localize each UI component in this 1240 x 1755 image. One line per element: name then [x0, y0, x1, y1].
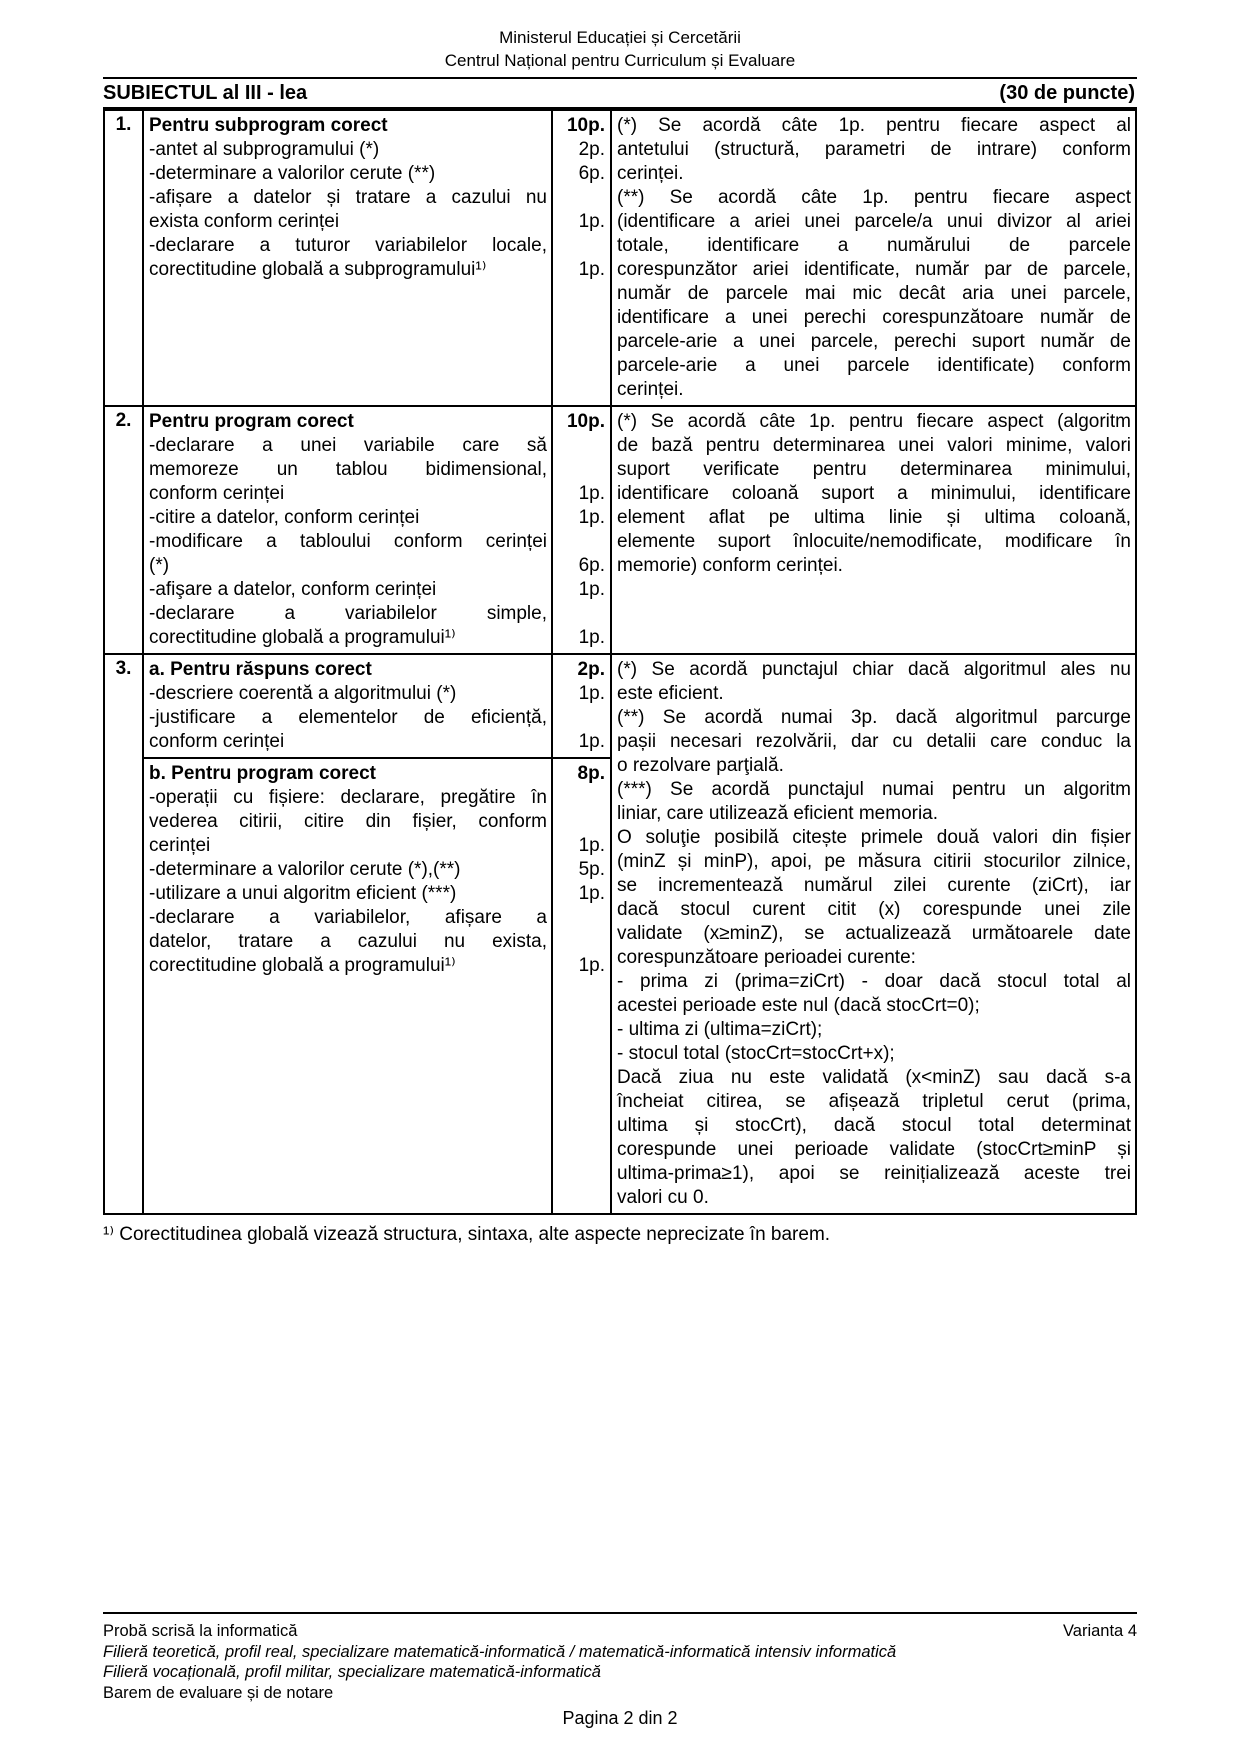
- criteria-line: -justificare a elementelor de eficiență,: [149, 707, 547, 728]
- criteria-line: -descriere coerentă a algoritmului (*): [149, 683, 457, 704]
- points-line: 2p.: [577, 659, 605, 680]
- explanation-cell: [610, 407, 1135, 653]
- sub-rows-column: [142, 655, 610, 1213]
- footer-filiera-teoretica: Filieră teoretică, profil real, specializare matematică-informatică / matematică-informatică intensiv informatică: [103, 1642, 897, 1661]
- explanation-line: identificare coloană suport a minimului, identificare: [617, 483, 1131, 504]
- points-line: 1p.: [578, 211, 605, 232]
- criteria-line: memoreze un tablou bidimensional,: [149, 459, 547, 480]
- points-line: [558, 602, 605, 626]
- page-content: [103, 26, 1137, 1247]
- criteria-line: a. Pentru răspuns corect: [149, 659, 372, 680]
- criteria-line: corectitudine globală a programului¹⁾: [149, 627, 456, 648]
- points-line: 5p.: [578, 859, 605, 880]
- page-footer: [103, 1612, 1137, 1729]
- criteria-line: conform cerinței: [149, 483, 285, 504]
- points-line: [558, 458, 605, 482]
- points-line: [558, 706, 605, 730]
- points-line: 1p.: [578, 955, 605, 976]
- subject-points: (30 de puncte): [999, 82, 1135, 104]
- document-header: [103, 26, 1137, 72]
- table-row-1: [105, 111, 1135, 405]
- points-line: 1p.: [578, 483, 605, 504]
- points-line: 1p.: [578, 579, 605, 600]
- criteria-line: Pentru program corect: [149, 411, 354, 432]
- header-divider: [103, 77, 1137, 79]
- explanation-line: (*) Se acordă punctajul chiar dacă algoritmul ales nu: [617, 659, 1131, 680]
- criteria-line: (*): [149, 555, 170, 576]
- criteria-line: -afişare a datelor, conform cerinței: [149, 579, 437, 600]
- explanation-line: (***) Se acordă punctajul numai pentru un algoritm: [617, 779, 1131, 800]
- explanation-line: ultima și stocCrt), dacă stocul total determinat: [617, 1115, 1131, 1136]
- explanation-line: corespunzătoare perioadei curente:: [617, 947, 916, 968]
- explanation-line: de bază pentru determinarea unei valori minime, valori: [617, 435, 1131, 456]
- explanation-line: o rezolvare parţială.: [617, 755, 784, 776]
- criteria-line: Pentru subprogram corect: [149, 115, 388, 136]
- points-cell: [551, 655, 610, 757]
- points-line: 1p.: [578, 507, 605, 528]
- explanation-line: valori cu 0.: [617, 1187, 709, 1208]
- footnote: ¹⁾ Corectitudinea globală vizează structura, sintaxa, alte aspecte neprecizate în barem.: [103, 1224, 831, 1245]
- row-number: 3.: [115, 658, 132, 679]
- criteria-line: -utilizare a unui algoritm eficient (***): [149, 883, 457, 904]
- explanation-line: se incrementează numărul zilei curente (ziCrt), iar: [617, 875, 1131, 896]
- points-line: [558, 186, 605, 210]
- points-line: 2p.: [578, 139, 605, 160]
- points-cell: [551, 759, 610, 1213]
- page-number: Pagina 2 din 2: [562, 1708, 678, 1728]
- points-line: 1p.: [578, 627, 605, 648]
- footer-divider: [103, 1612, 1137, 1614]
- explanation-line: încheiat citirea, se afișează tripletul cerut (prima,: [617, 1091, 1131, 1112]
- criteria-description-cell: [142, 759, 551, 1213]
- criteria-description-cell: [142, 655, 551, 757]
- explanation-line: corespunde unei perioade validate (stocCrt≥minP și: [617, 1139, 1131, 1160]
- explanation-line: - prima zi (prima=ziCrt) - doar dacă stocul total al: [617, 971, 1131, 992]
- criteria-line: b. Pentru program corect: [149, 763, 376, 784]
- explanation-cell: [610, 655, 1135, 1213]
- rubric-table: [103, 111, 1137, 1215]
- criteria-line: -afișare a datelor și tratare a cazului nu: [149, 187, 547, 208]
- points-cell: [551, 407, 610, 653]
- explanation-line: validate (x≥minZ), se actualizează următoarele date: [617, 923, 1131, 944]
- points-line: [558, 786, 605, 810]
- ministry-name: Ministerul Educației și Cercetării: [499, 28, 741, 47]
- explanation-line: (**) Se acordă câte 1p. pentru fiecare aspect: [617, 187, 1131, 208]
- explanation-line: O soluţie posibilă citește primele două valori din fișier: [617, 827, 1131, 848]
- criteria-line: -declarare a variabilelor, afișare a: [149, 907, 547, 928]
- criteria-line: -antet al subprogramului (*): [149, 139, 380, 160]
- explanation-line: totale, identificare a numărului de parcele: [617, 235, 1131, 256]
- points-line: [558, 810, 605, 834]
- criteria-line: -operații cu fișiere: declarare, pregătire în: [149, 787, 547, 808]
- criteria-line: -declarare a unei variabile care să: [149, 435, 547, 456]
- explanation-line: antetului (structură, parametri de intrare) conform: [617, 139, 1131, 160]
- footer-barem: Barem de evaluare și de notare: [103, 1683, 334, 1702]
- sub-row-b: [142, 757, 610, 1213]
- explanation-line: este eficient.: [617, 683, 724, 704]
- subject-bar: [103, 80, 1137, 111]
- center-name: Centrul Național pentru Curriculum și Evaluare: [444, 51, 796, 70]
- points-line: [558, 930, 605, 954]
- explanation-line: parcele-arie a unei parcele identificate) conform: [617, 355, 1131, 376]
- explanation-line: număr de parcele mai mic decât aria unei parcele,: [617, 283, 1131, 304]
- points-line: 6p.: [578, 555, 605, 576]
- criteria-line: -determinare a valorilor cerute (*),(**): [149, 859, 461, 880]
- explanation-line: liniar, care utilizează eficient memoria.: [617, 803, 939, 824]
- explanation-line: parcele-arie a unei parcele, perechi suport număr de: [617, 331, 1131, 352]
- criteria-line: -citire a datelor, conform cerinței: [149, 507, 420, 528]
- points-line: [558, 234, 605, 258]
- row-number: 1.: [115, 114, 132, 135]
- points-line: 1p.: [578, 835, 605, 856]
- explanation-line: - stocul total (stocCrt=stocCrt+x);: [617, 1043, 895, 1064]
- explanation-line: cerinței.: [617, 379, 684, 400]
- explanation-cell: [610, 111, 1135, 405]
- footer-exam-name: Probă scrisă la informatică: [103, 1622, 298, 1640]
- criteria-line: exista conform cerinței: [149, 211, 340, 232]
- criteria-line: -declarare a variabilelor simple,: [149, 603, 547, 624]
- points-line: 8p.: [577, 763, 605, 784]
- criteria-line: corectitudine globală a programului¹⁾: [149, 955, 456, 976]
- points-cell: [551, 111, 610, 405]
- explanation-line: Dacă ziua nu este validată (x<minZ) sau dacă s-a: [617, 1067, 1131, 1088]
- table-row-2: [105, 405, 1135, 653]
- explanation-line: memorie) conform cerinței.: [617, 555, 843, 576]
- points-line: 1p.: [578, 731, 605, 752]
- footer-variant: Varianta 4: [1063, 1622, 1137, 1640]
- explanation-line: - ultima zi (ultima=ziCrt);: [617, 1019, 823, 1040]
- points-line: 1p.: [578, 883, 605, 904]
- points-line: 1p.: [578, 683, 605, 704]
- points-line: [558, 906, 605, 930]
- row-number: 2.: [115, 410, 132, 431]
- criteria-line: -declarare a tuturor variabilelor locale,: [149, 235, 547, 256]
- footer-row: [103, 1621, 1137, 1642]
- explanation-line: acestei perioade este nul (dacă stocCrt=0);: [617, 995, 980, 1016]
- subject-title: SUBIECTUL al III - lea: [103, 82, 308, 104]
- points-line: 6p.: [578, 163, 605, 184]
- points-line: 10p.: [566, 115, 605, 136]
- points-line: [558, 530, 605, 554]
- points-line: 10p.: [566, 411, 605, 432]
- criteria-line: -modificare a tabloului conform cerinței: [149, 531, 547, 552]
- explanation-line: (*) Se acordă câte 1p. pentru fiecare aspect al: [617, 115, 1131, 136]
- table-row-3: [105, 653, 1135, 1213]
- explanation-line: suport verificate pentru determinarea minimului,: [617, 459, 1131, 480]
- explanation-line: pașii necesari rezolvării, dar cu detalii care conduc la: [617, 731, 1131, 752]
- explanation-line: (**) Se acordă numai 3p. dacă algoritmul parcurge: [617, 707, 1131, 728]
- criteria-line: vederea citirii, citire din fișier, conform: [149, 811, 547, 832]
- criteria-line: corectitudine globală a subprogramului¹⁾: [149, 259, 487, 280]
- explanation-line: (*) Se acordă câte 1p. pentru fiecare aspect (algoritm: [617, 411, 1131, 432]
- criteria-description-cell: [142, 111, 551, 405]
- explanation-line: corespunzător ariei identificate, număr par de parcele,: [617, 259, 1131, 280]
- explanation-line: (identificare a ariei unei parcele/a unui divizor al ariei: [617, 211, 1131, 232]
- criteria-description-cell: [142, 407, 551, 653]
- explanation-line: cerinței.: [617, 163, 684, 184]
- explanation-line: identificare a unei perechi corespunzătoare număr de: [617, 307, 1131, 328]
- points-line: [558, 434, 605, 458]
- sub-row-a: [142, 655, 610, 757]
- explanation-line: elemente suport înlocuite/nemodificate, modificare în: [617, 531, 1131, 552]
- points-line: 1p.: [578, 259, 605, 280]
- explanation-line: element aflat pe ultima linie și ultima coloană,: [617, 507, 1131, 528]
- criteria-line: -determinare a valorilor cerute (**): [149, 163, 436, 184]
- explanation-line: ultima-prima≥1), apoi se reinițializează aceste trei: [617, 1163, 1131, 1184]
- explanation-line: dacă stocul curent citit (x) corespunde unei zile: [617, 899, 1131, 920]
- footer-filiera-vocationala: Filieră vocațională, profil militar, specializare matematică-informatică: [103, 1663, 601, 1681]
- criteria-line: conform cerinței: [149, 731, 285, 752]
- explanation-line: (minZ și minP), apoi, pe măsura citirii stocurilor zilnice,: [617, 851, 1131, 872]
- criteria-line: cerinței: [149, 835, 211, 856]
- criteria-line: datelor, tratare a cazului nu exista,: [149, 931, 547, 952]
